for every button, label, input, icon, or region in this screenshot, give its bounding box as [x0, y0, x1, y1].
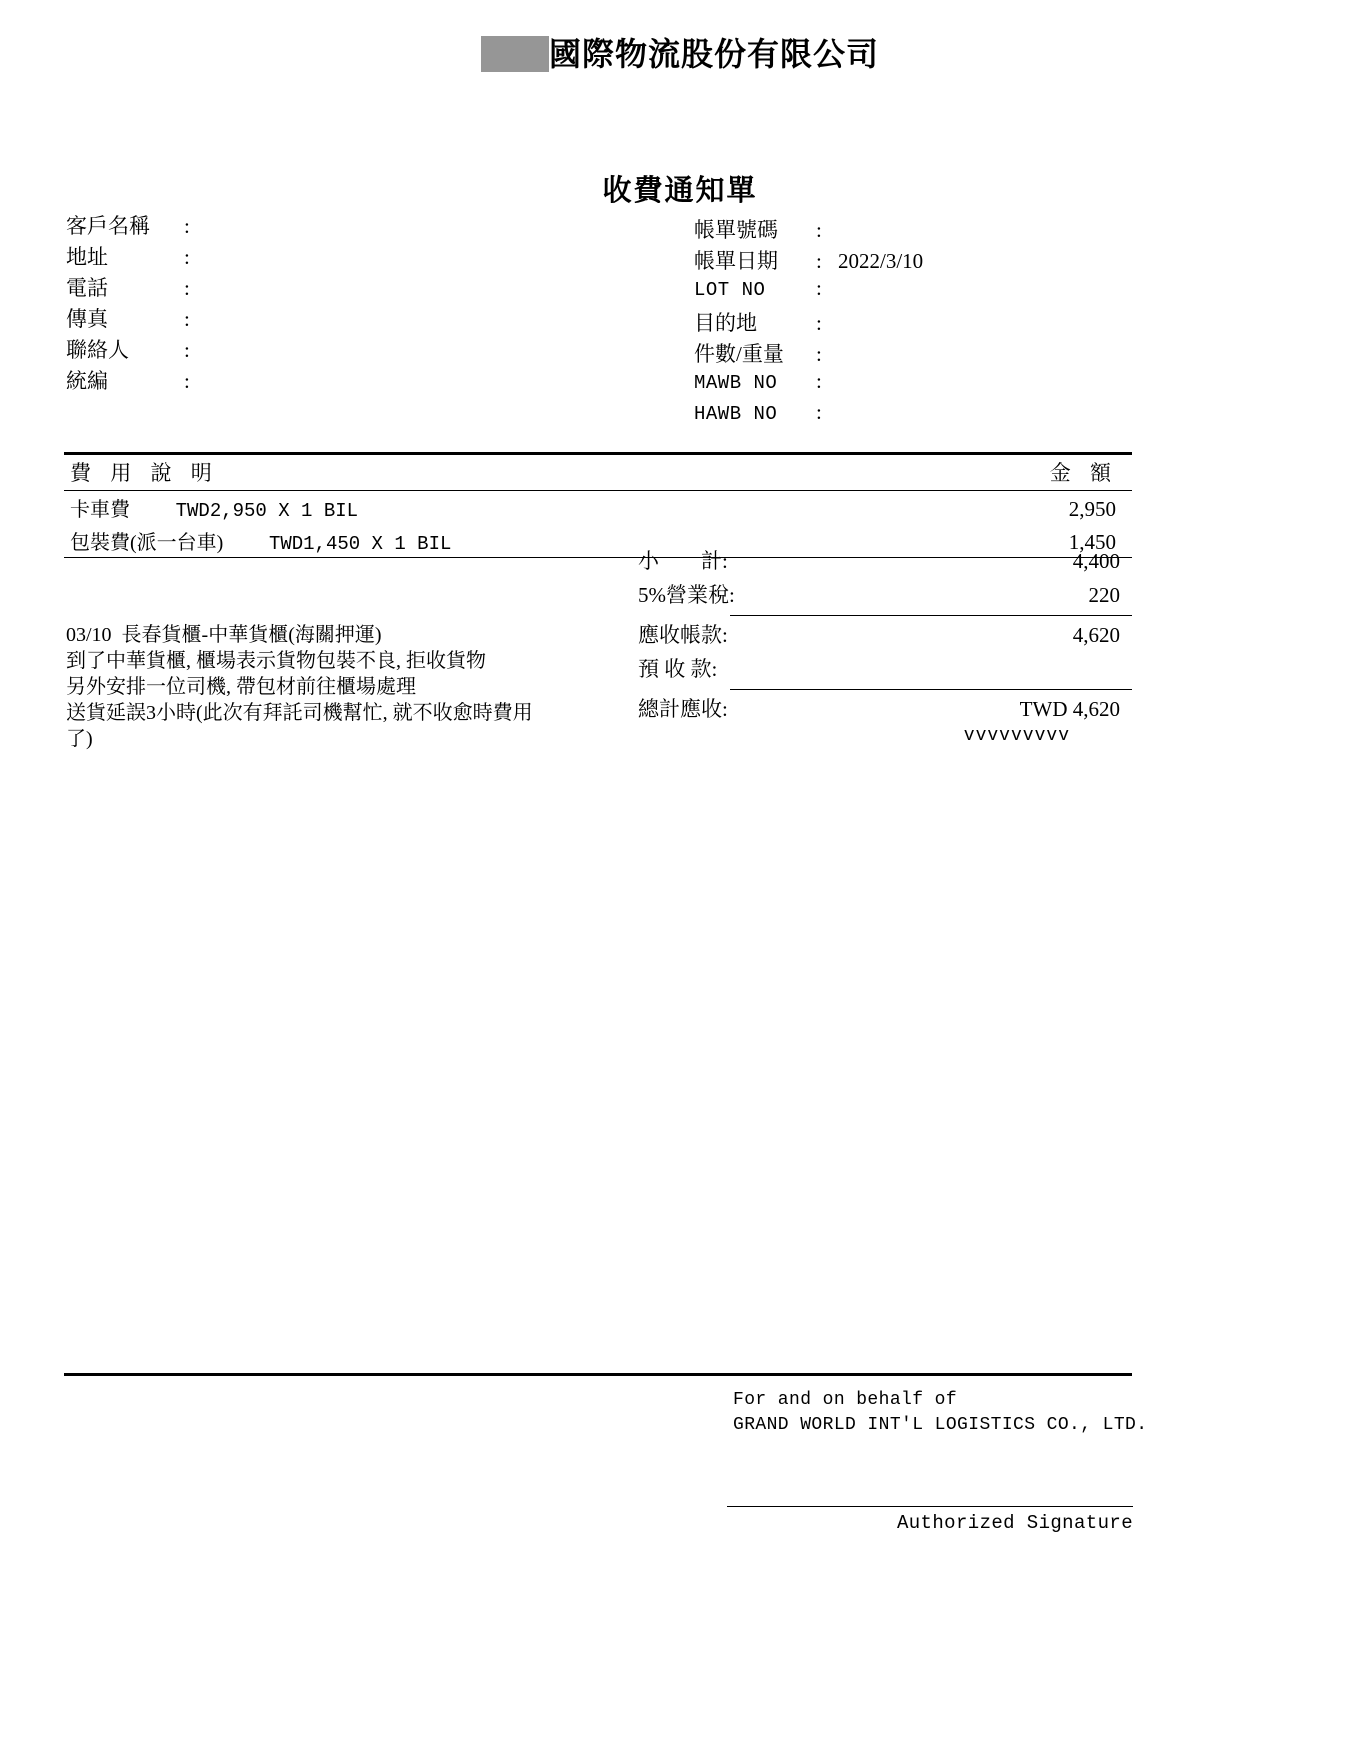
remark-line: 另外安排一位司機, 帶包材前往櫃場處理 — [66, 676, 416, 698]
charge-name: 包裝費(派一台車) — [70, 532, 224, 554]
field-contact-person — [66, 334, 606, 365]
field-colon: : — [816, 218, 822, 242]
charge-amount: 1,450 — [1068, 530, 1116, 554]
field-destination — [694, 307, 1154, 338]
field-invoice-no — [694, 214, 1154, 245]
field-invoice-date — [694, 245, 1154, 276]
field-label: 目的地 — [694, 311, 757, 335]
field-mawb-no — [694, 369, 1154, 400]
page-title: 收費通知單 — [602, 175, 758, 207]
receivable-value: 4,620 — [1072, 623, 1120, 647]
field-address — [66, 241, 606, 272]
field-label: LOT NO — [694, 279, 766, 301]
remark-line: 到了中華貨櫃, 櫃場表示貨物包裝不良, 拒收貨物 — [66, 650, 486, 672]
field-hawb-no — [694, 400, 1154, 431]
charge-detail: TWD1,450 X 1 BIL — [268, 533, 452, 555]
field-label: HAWB NO — [694, 403, 778, 425]
total-value: TWD 4,620 — [1019, 697, 1120, 721]
remarks-block — [66, 622, 626, 752]
field-label: 聯絡人 — [66, 338, 129, 362]
charge-detail: TWD2,950 X 1 BIL — [175, 500, 359, 522]
field-label: 傳真 — [66, 307, 108, 331]
table-row — [64, 491, 1132, 524]
charge-row-2 — [70, 526, 451, 555]
charge-row-1 — [70, 493, 358, 522]
charge-detail-spacer — [223, 533, 269, 555]
field-label: MAWB NO — [694, 372, 778, 394]
field-colon: : — [816, 400, 822, 424]
column-header-description: 費 用 說 明 — [70, 461, 219, 485]
tax-label: 5%營業稅: — [638, 583, 735, 607]
field-pieces-weight — [694, 338, 1154, 369]
summary-row-tax — [630, 576, 1132, 610]
behalf-line-2: GRAND WORLD INT'L LOGISTICS CO., LTD. — [733, 1415, 1148, 1435]
field-colon: : — [816, 342, 822, 366]
signature-line — [727, 1506, 1133, 1507]
field-colon: : — [816, 249, 822, 273]
field-label: 帳單日期 — [694, 249, 778, 273]
field-colon: : — [184, 276, 190, 300]
prepaid-label: 預 收 款: — [638, 657, 718, 681]
tax-value: 220 — [1088, 583, 1120, 607]
field-fax — [66, 303, 606, 334]
field-label: 地址 — [66, 245, 108, 269]
remark-line: 03/10 長春貨櫃-中華貨櫃(海關押運) — [66, 624, 382, 646]
field-tax-id — [66, 365, 606, 396]
field-lot-no — [694, 276, 1154, 307]
field-colon: : — [816, 311, 822, 335]
field-label: 件數/重量 — [694, 342, 784, 366]
field-colon: : — [184, 369, 190, 393]
summary-row-total — [630, 690, 1132, 724]
footer-divider — [64, 1373, 1132, 1376]
signature-label: Authorized Signature — [896, 1512, 1133, 1534]
field-colon: : — [816, 369, 822, 393]
field-colon: : — [184, 338, 190, 362]
field-label: 電話 — [66, 276, 108, 300]
shipment-info-block — [694, 214, 1154, 431]
summary-row-receivable — [630, 616, 1132, 650]
footer-behalf-block — [733, 1388, 1153, 1438]
summary-row-subtotal — [630, 542, 1132, 576]
field-label: 帳單號碼 — [694, 218, 778, 242]
field-customer-name — [66, 210, 606, 241]
total-underline-marks: vvvvvvvvv — [963, 726, 1070, 746]
subtotal-label: 小 計: — [638, 549, 728, 573]
subtotal-value: 4,400 — [1072, 549, 1120, 573]
company-name: 國際物流股份有限公司 — [548, 36, 879, 72]
customer-info-block — [66, 210, 606, 396]
field-label: 統編 — [66, 369, 108, 393]
column-header-amount: 金 額 — [1049, 461, 1118, 485]
behalf-line-1: For and on behalf of — [733, 1390, 958, 1410]
receivable-label: 應收帳款: — [638, 623, 728, 647]
remark-line: 了) — [66, 728, 93, 750]
charge-detail-spacer — [130, 500, 176, 522]
field-value: 2022/3/10 — [838, 249, 924, 273]
table-header-row — [64, 455, 1132, 490]
charge-amount: 2,950 — [1068, 497, 1116, 521]
field-colon: : — [184, 214, 190, 238]
summary-block — [630, 542, 1132, 746]
redaction-block — [481, 36, 549, 72]
field-phone — [66, 272, 606, 303]
charge-name: 卡車費 — [70, 499, 130, 521]
total-label: 總計應收: — [638, 697, 728, 721]
remark-line: 送貨延誤3小時(此次有拜託司機幫忙, 就不收愈時費用 — [66, 702, 533, 724]
field-colon: : — [184, 245, 190, 269]
field-label: 客戶名稱 — [66, 214, 150, 238]
summary-row-prepaid — [630, 650, 1132, 684]
company-header — [0, 36, 1360, 72]
field-colon: : — [184, 307, 190, 331]
field-colon: : — [816, 276, 822, 300]
